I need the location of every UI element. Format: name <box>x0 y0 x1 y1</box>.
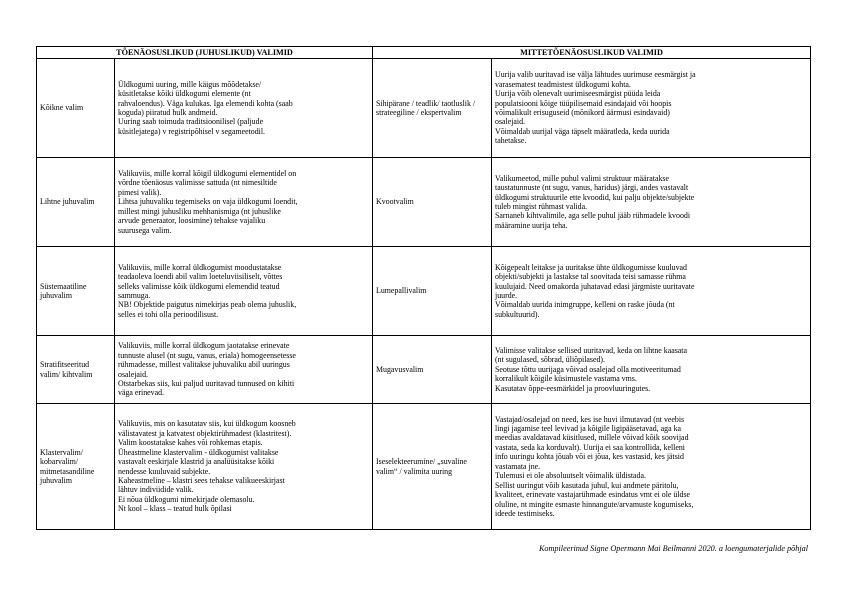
header-nonprobability-samples: MITTETÕENÄOSUSLIKUD VALIMID <box>373 47 811 59</box>
description-line: Valimisse valitakse sellised uuritavad, keda on lihtne kaasata <box>495 345 687 355</box>
description-line: vastamata jne. <box>495 461 541 471</box>
description-line: taustatunnuste (nt sugu, vanus, haridus) järgi, andes vastavalt <box>495 183 689 193</box>
table-header-row <box>37 47 811 59</box>
description-line: rühmadesse, millest valitakse juhuvaliku abil uuringus <box>118 360 290 370</box>
nonprobability-method-name: Lumepallivalim <box>373 247 492 336</box>
nonprobability-method-name: Mugavusvalim <box>373 336 492 404</box>
description-line: teadaoleva loendi abil valim loeteluviisiliselt, võttes <box>118 272 283 282</box>
description-line: oluline, nt mingite esmaste hinnangute/arvamuste kogumiseks, <box>495 499 694 509</box>
description-line: millest mingi juhusliku mehhanismiga (nt juhuslike <box>118 206 281 216</box>
probability-method-description <box>115 247 373 336</box>
description-line: Võimaldab uurida inimgruppe, kelleni on raske jõuda (nt <box>495 300 675 310</box>
nonprobability-method-description <box>492 59 811 158</box>
description-line: ideede testimiseks. <box>495 509 555 519</box>
description-line: välistavatest ja katvatest objektirühmadest (klastritest). <box>118 428 292 438</box>
nonprobability-method-description <box>492 404 811 530</box>
header-probability-samples: TÕENÄOSUSLIKUD (JUHUSLIKUD) VALIMID <box>37 47 373 59</box>
description-line: selleks valimisse kõik üldkogumi elemendid teatud <box>118 281 280 291</box>
probability-method-name: Stratifitseeritud valim/ kihtvalim <box>37 336 115 404</box>
description-line: Vastajad/osalejad on need, kes ise huvi ilmutavad (nt veebis <box>495 414 685 424</box>
description-line: subkultuurid). <box>495 309 540 319</box>
description-line: Uurija võib olenevalt uurimiseesmärgist püüda leida <box>495 89 661 99</box>
description-line: pimesi valik). <box>118 187 162 197</box>
description-line: osalejaid. <box>118 369 149 379</box>
source-note: Kompileerinud Signe Opermann Mai Beilmanni 2020. a loengumaterjalide põhjal <box>538 544 808 553</box>
nonprobability-method-description <box>492 336 811 404</box>
description-line: nendesse kuuluvaid subjekte. <box>118 466 211 476</box>
description-line: koguda) piiratud hulk andmeid. <box>118 108 218 117</box>
description-line: üldkogumi struktuurile ette kvoodid, kui palju objekte/subjekte <box>495 192 695 202</box>
description-line: objekti/subjekti ja lastakse tal soovitada teisi samasse rühma <box>495 272 686 282</box>
description-line: meedias avaldatavad küsitlused, millele võivad kõik soovijad <box>495 433 689 443</box>
sampling-methods-table <box>36 46 811 530</box>
description-line: Sellist uuringut võib kasutada juhul, kui andmete päritolu, <box>495 480 679 490</box>
probability-method-name: Lihtne juhuvalim <box>37 158 115 247</box>
description-line: määramine uurija teha. <box>495 220 568 230</box>
description-line: selles ei tohi olla perioodilisust. <box>118 309 219 319</box>
table-row <box>37 247 811 336</box>
description-line: arvude generaator, loosimine) tehakse vajaliku <box>118 216 266 226</box>
nonprobability-method-name: Iseselekteerumine/ „suvaline valim“ / valimita uuring <box>373 404 492 530</box>
nonprobability-method-name: Sihipärane / teadlik/ taotluslik / strateegiline / ekspertvalim <box>373 59 492 158</box>
description-line: suurusega valim. <box>118 225 172 235</box>
description-line: Kasutatav õppe-eesmärkidel ja proovluuringutes. <box>495 383 651 393</box>
description-line: Kõigepealt leitakse ja uuritakse ühte üldkogumisse kuuluvad <box>495 262 687 272</box>
description-line: Kaheastmeline – klastri sees tehakse valikueeskirjast <box>118 475 285 485</box>
description-line: tahetakse. <box>495 136 527 146</box>
description-line: vastavalt eeskirjale klastrid ja analüüsitakse kõiki <box>118 457 275 467</box>
probability-method-name: Süstemaatiline juhuvalim <box>37 247 115 336</box>
table-row <box>37 336 811 404</box>
description-line: osalejaid. <box>495 117 526 127</box>
description-line: Otstarbekas siis, kui paljud uuritavad tunnused on kihiti <box>118 378 295 388</box>
table-row <box>37 59 811 158</box>
probability-method-description <box>115 59 373 158</box>
description-line: väga erinevad. <box>118 388 165 398</box>
description-line: Uurija valib uuritavad ise välja lähtudes uurimuse eesmärgist ja <box>495 70 696 80</box>
description-line: populatsiooni kõige tüüpilisemaid esindajaid või hoopis <box>495 98 672 108</box>
description-line: Valikuviis, mille korral kõigil üldkogumi elementidel on <box>118 168 297 178</box>
description-line: Valim koostatakse kahes või rohkemas etapis. <box>118 438 263 448</box>
nonprobability-method-description <box>492 247 811 336</box>
description-line: Valikuviis, mille korral üldkogum jaotatakse erinevate <box>118 341 290 351</box>
description-line: Uuring saab toimuda traditsioonilisel (paljude <box>118 117 264 127</box>
description-line: Valikumeetod, mille puhul valimi struktuur määratakse <box>495 173 670 183</box>
description-line: korralikult kõigile küsimustele vastama vms. <box>495 374 637 384</box>
description-line: juurde. <box>495 291 518 300</box>
description-line: tuleb mingist rühmast valida. <box>495 202 588 211</box>
description-line: võimalikult erisuguseid (mõnikord äärmusi esindavaid) <box>495 108 670 117</box>
description-line: (nt sugulased, sõbrad, üliõpilased). <box>495 355 606 365</box>
description-line: Nt kool – klass – teatud hulk õpilasi <box>118 504 232 514</box>
description-line: küsitletakse kõiki üldkogumi elemente (nt <box>118 89 251 99</box>
description-line: NB! Objektide paigutus nimekirjas peab olema juhuslik, <box>118 300 297 310</box>
probability-method-name: Kõikne valim <box>37 59 115 158</box>
description-line: Võimaldab uurijal väga täpselt määratleda, keda uurida <box>495 126 670 136</box>
description-line: võrdne tõenäosus valimisse sattuda (nt nimesiltide <box>118 178 277 188</box>
description-line: Lihtsa juhuvaliku tegemiseks on vaja üldkogumi loendit, <box>118 197 298 207</box>
description-line: varasematest teadmistest üldkogumi kohta. <box>495 79 631 89</box>
description-line: Ei nõua üldkogumi nimekirjade olemasolu. <box>118 494 255 504</box>
description-line: küsitlejatega) v registripõhisel v segameetodil. <box>118 126 266 136</box>
description-line: Seotuse tõttu uurijaga võivad osalejad olla motiveeritumad <box>495 364 681 374</box>
description-line: info uuringu kohta jõuab või ei jõua, kes vastasid, kes jätsid <box>495 452 684 462</box>
description-line: vastata, seda ka korduvalt). Uurija ei saa kontrollida, kelleni <box>495 442 685 452</box>
description-line: lähtuv indiviidide valik. <box>118 485 194 495</box>
description-line: sammuga. <box>118 291 151 300</box>
description-line: lingi jagamise teel levivad ja kõigile ligipääsetavad, aga ka <box>495 423 682 433</box>
description-line: Üheastmeline klastervalim - üldkogumist valitakse <box>118 447 279 457</box>
probability-method-description <box>115 336 373 404</box>
description-line: tunnuste alusel (nt sugu, vanus, eriala) homogeensetesse <box>118 350 296 360</box>
description-line: Valikuviis, mis on kasutatav siis, kui üldkogum koosneb <box>118 419 296 429</box>
probability-method-name: Klastervalim/ kobarvalim/ mitmetasandiline juhuvalim <box>37 404 115 530</box>
description-line: Tulemusi ei ole absoluutselt võimalik üldistada. <box>495 471 646 481</box>
nonprobability-method-name: Kvootvalim <box>373 158 492 247</box>
nonprobability-method-description <box>492 158 811 247</box>
table-row <box>37 404 811 530</box>
description-line: rahvaloendus). Väga kulukas. Iga elemendi kohta (saab <box>118 98 293 108</box>
description-line: Valikuviis, mille korral üldkogumist moodustatakse <box>118 262 282 272</box>
description-line: Sarnaneb kihtvalimile, aga selle puhul jääb rühmadele kvoodi <box>495 211 691 221</box>
description-line: kuulujaid. Need omakorda juhatavad edasi järgmiste uuritavate <box>495 281 695 291</box>
table-row <box>37 158 811 247</box>
description-line: kvaliteet, erinevate vastajarühmade esindatus vmt ei ole üldse <box>495 490 691 500</box>
description-line: Üldkogumi uuring, mille käigus mõõdetakse/ <box>118 79 262 89</box>
probability-method-description <box>115 158 373 247</box>
probability-method-description <box>115 404 373 530</box>
